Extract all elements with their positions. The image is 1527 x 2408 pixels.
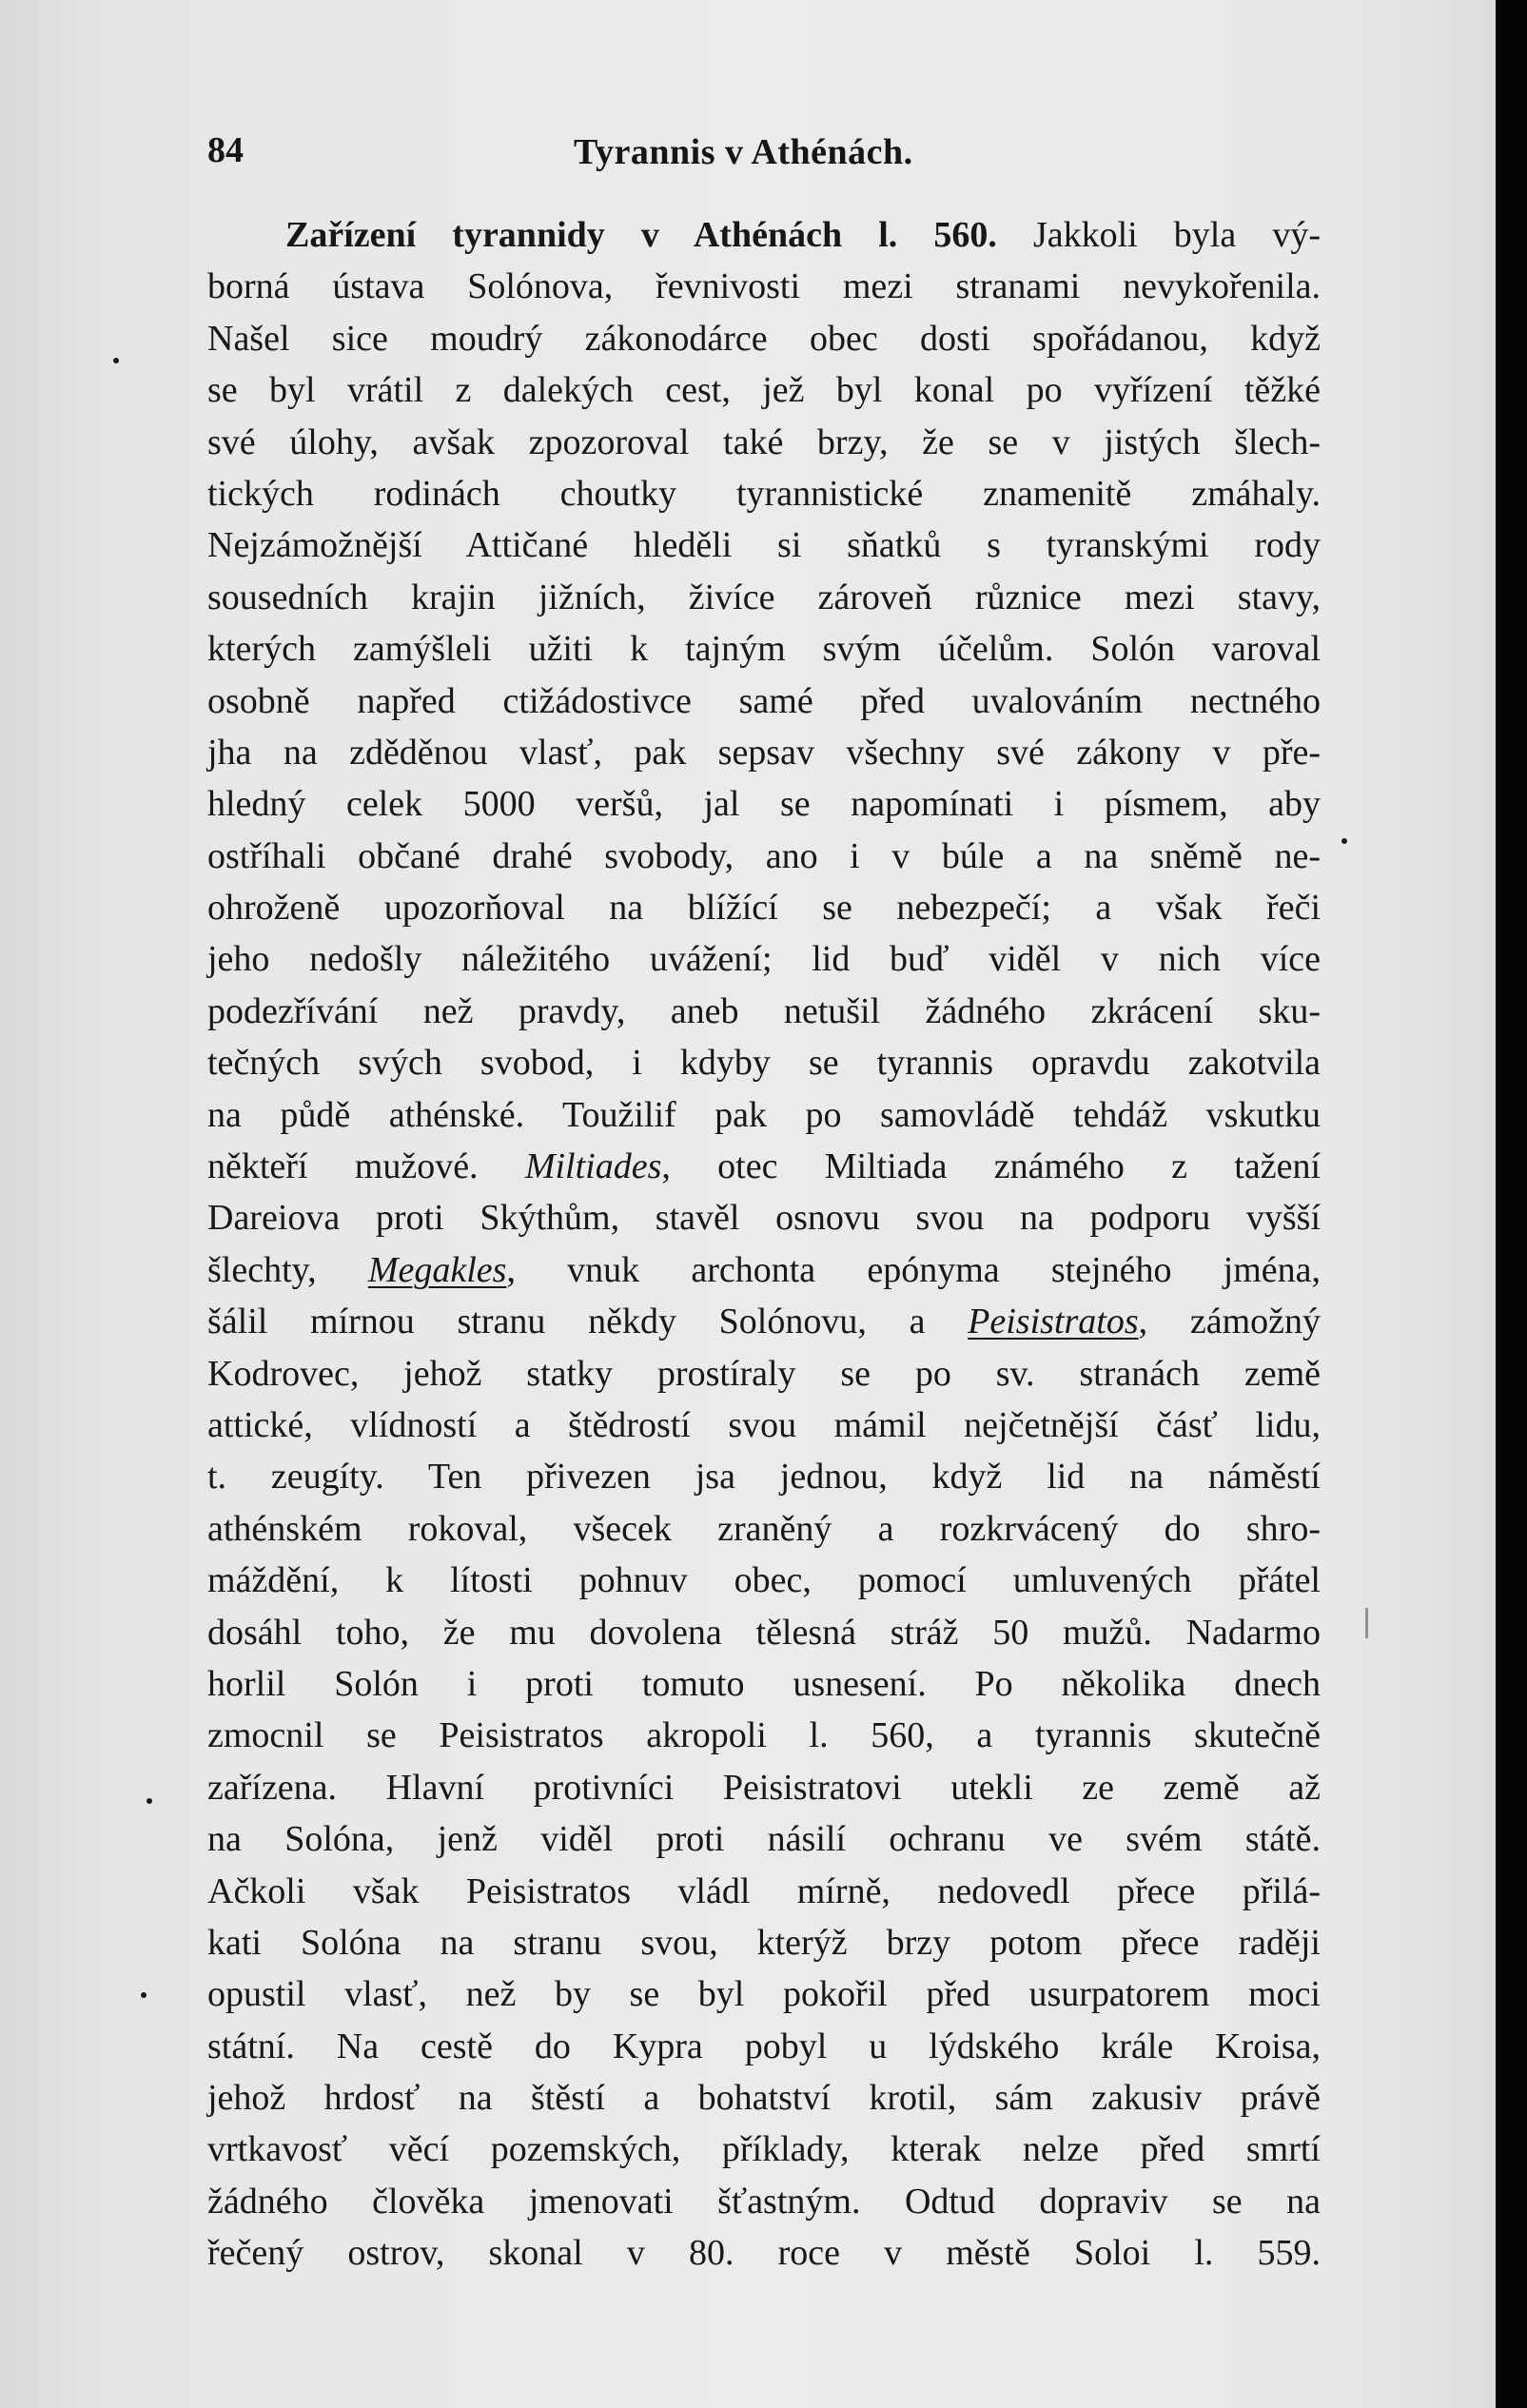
text-line-4: se byl vrátil z dalekých cest, jež byl konal po vyřízení těžké bbox=[207, 370, 1321, 411]
text-line-27: máždění, k lítosti pohnuv obec, pomocí umluvených přátel bbox=[207, 1560, 1321, 1601]
text-line-17: tečných svých svobod, i kdyby se tyrannis opravdu zakotvila bbox=[207, 1043, 1321, 1084]
text-line-31: zařízena. Hlavní protivníci Peisistratovi utekli ze země až bbox=[207, 1767, 1321, 1808]
text-line-13: ostříhali občané drahé svobody, ano i v búle a na sněmě ne- bbox=[207, 835, 1321, 876]
text-line-30: zmocnil se Peisistratos akropoli l. 560, a tyrannis skutečně bbox=[207, 1715, 1321, 1756]
text-line-20: Dareiova proti Skýthům, stavěl osnovu svou na podporu vyšší bbox=[207, 1198, 1321, 1239]
text-line-33: Ačkoli však Peisistratos vládl mírně, nedovedl přece přilá- bbox=[207, 1870, 1321, 1911]
name-peisistratos: Peisistratos bbox=[968, 1302, 1139, 1342]
text-line-19-rest: , otec Miltiada známého z tažení bbox=[661, 1146, 1321, 1187]
text-line-11: jha na zděděnou vlasť, pak sepsav všechny své zákony v pře- bbox=[207, 732, 1321, 773]
text-line-25: t. zeugíty. Ten přivezen jsa jednou, když lid na náměstí bbox=[207, 1457, 1321, 1498]
text-line-18: na půdě athénské. Toužilif pak po samovládě tehdáž vskutku bbox=[207, 1094, 1321, 1135]
text-line-23: Kodrovec, jehož statky prostíraly se po sv. stranách země bbox=[207, 1353, 1321, 1394]
scan-speck bbox=[141, 1992, 147, 1998]
text-line-10: osobně napřed ctižádostivce samé před uvalováním nectného bbox=[207, 680, 1321, 721]
text-line-37: jehož hrdosť na štěstí a bohatství krotil, sám zakusiv právě bbox=[207, 2078, 1321, 2119]
page-number: 84 bbox=[207, 130, 244, 170]
text-line-8: sousedních krajin jižních, živíce zároveň různice mezi stavy, bbox=[207, 577, 1321, 617]
text-line-26: athénském rokoval, všecek zraněný a rozkrvácený do shro- bbox=[207, 1508, 1321, 1549]
text-line-39: žádného člověka jmenovati šťastným. Odtud dopraviv se na bbox=[207, 2181, 1321, 2222]
text-line-1-rest: Jakkoli byla vý- bbox=[996, 215, 1321, 255]
running-title: Tyrannis v Athénách. bbox=[574, 132, 913, 172]
text-line-21-start: šlechty, bbox=[207, 1249, 368, 1290]
text-line-22 bbox=[207, 1296, 1321, 1347]
text-line-22-start: šálil mírnou stranu někdy Solónovu, a bbox=[207, 1302, 969, 1342]
text-line-15: jeho nedošly náležitého uvážení; lid buď viděl v nich více bbox=[207, 939, 1321, 980]
text-line-14: ohroženě upozorňoval na blížící se nebezpečí; a však řeči bbox=[207, 888, 1321, 929]
text-line-38: vrtkavosť věcí pozemských, příklady, kterak nelze před smrtí bbox=[207, 2129, 1321, 2170]
text-line-6: tických rodinách choutky tyrannistické znamenitě zmáhaly. bbox=[207, 473, 1321, 514]
text-line-9: kterých zamýšleli užiti k tajným svým účelům. Solón varoval bbox=[207, 629, 1321, 670]
section-heading: Zařízení tyrannidy v Athénách l. 560. bbox=[285, 215, 997, 255]
text-line-22-rest: , zámožný bbox=[1138, 1302, 1321, 1342]
scan-speck bbox=[147, 1798, 152, 1804]
body-text bbox=[207, 209, 1321, 2280]
text-line-36: státní. Na cestě do Kypra pobyl u lýdského krále Kroisa, bbox=[207, 2026, 1321, 2066]
name-miltiades: Miltiades bbox=[524, 1146, 662, 1187]
scan-mark bbox=[1365, 1608, 1368, 1638]
text-line-19-start: někteří mužové. bbox=[207, 1146, 479, 1187]
scan-edge bbox=[1496, 0, 1527, 2408]
text-line-19 bbox=[207, 1141, 1321, 1192]
text-line-7: Nejzámožnější Attičané hleděli si sňatků s tyranskými rody bbox=[207, 525, 1321, 566]
text-line-24: attické, vlídností a štědrostí svou mámil nejčetnější čásť lidu, bbox=[207, 1404, 1321, 1445]
text-line-40: řečený ostrov, skonal v 80. roce v městě Soloi l. 559. bbox=[207, 2233, 1321, 2274]
text-line-21 bbox=[207, 1244, 1321, 1296]
text-line-2: borná ústava Solónova, řevnivosti mezi stranami nevykořenila. bbox=[207, 266, 1321, 307]
running-head bbox=[207, 129, 1311, 186]
text-line-28: dosáhl toho, že mu dovolena tělesná stráž 50 mužů. Nadarmo bbox=[207, 1612, 1321, 1653]
text-line-16: podezřívání než pravdy, aneb netušil žádného zkrácení sku- bbox=[207, 990, 1321, 1031]
text-line-21-rest: , vnuk archonta epónyma stejného jména, bbox=[506, 1249, 1321, 1290]
name-megakles: Megakles bbox=[367, 1249, 507, 1290]
text-line-34: kati Solóna na stranu svou, kterýž brzy potom přece raději bbox=[207, 1922, 1321, 1963]
text-line-3: Našel sice moudrý zákonodárce obec dosti spořádanou, když bbox=[207, 318, 1321, 359]
text-line-5: své úlohy, avšak zpozoroval také brzy, že se v jistých šlech- bbox=[207, 421, 1321, 462]
scan-speck bbox=[113, 358, 119, 363]
scan-speck bbox=[1341, 838, 1347, 844]
text-line-32: na Solóna, jenž viděl proti násilí ochranu ve svém státě. bbox=[207, 1819, 1321, 1860]
text-line-35: opustil vlasť, než by se byl pokořil před usurpatorem moci bbox=[207, 1974, 1321, 2015]
text-line-1 bbox=[207, 209, 1321, 261]
text-line-29: horlil Solón i proti tomuto usnesení. Po několika dnech bbox=[207, 1663, 1321, 1704]
text-line-12: hledný celek 5000 veršů, jal se napomínati i písmem, aby bbox=[207, 784, 1321, 825]
